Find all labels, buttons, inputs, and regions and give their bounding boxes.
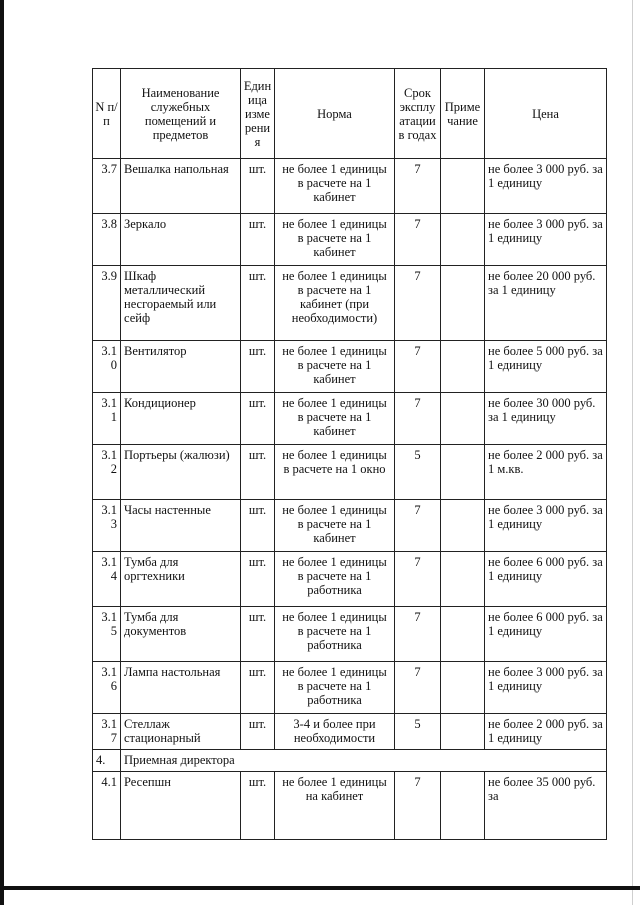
table-row	[93, 445, 607, 500]
header-num: N п/п	[93, 69, 121, 159]
row-term: 7	[395, 266, 441, 341]
row-name: Тумба для оргтехники	[121, 552, 241, 607]
row-name: Вешалка напольная	[121, 159, 241, 214]
row-note	[441, 341, 485, 393]
table-row	[93, 266, 607, 341]
row-norm: не более 1 единицы в расчете на 1 работника	[275, 662, 395, 714]
header-note: Примечание	[441, 69, 485, 159]
row-note	[441, 662, 485, 714]
row-term: 7	[395, 662, 441, 714]
table-row	[93, 214, 607, 266]
row-price: не более 2 000 руб. за 1 м.кв.	[485, 445, 607, 500]
row-num: 3.12	[93, 445, 121, 500]
row-name: Зеркало	[121, 214, 241, 266]
row-unit: шт.	[241, 772, 275, 840]
row-note	[441, 607, 485, 662]
table-row	[93, 714, 607, 750]
scan-left-edge	[0, 0, 4, 905]
row-note	[441, 393, 485, 445]
header-price: Цена	[485, 69, 607, 159]
row-unit: шт.	[241, 159, 275, 214]
row-name: Лампа настольная	[121, 662, 241, 714]
row-price: не более 6 000 руб. за 1 единицу	[485, 607, 607, 662]
row-term: 7	[395, 341, 441, 393]
row-name: Тумба для документов	[121, 607, 241, 662]
row-norm: не более 1 единицы на кабинет	[275, 772, 395, 840]
row-norm: не более 1 единицы в расчете на 1 работника	[275, 552, 395, 607]
table-row	[93, 552, 607, 607]
header-name: Наименование служебных помещений и предметов	[121, 69, 241, 159]
row-note	[441, 159, 485, 214]
row-norm: не более 1 единицы в расчете на 1 кабинет	[275, 500, 395, 552]
row-term: 7	[395, 500, 441, 552]
row-num: 3.10	[93, 341, 121, 393]
header-term: Срок эксплуатации в годах	[395, 69, 441, 159]
row-term: 7	[395, 607, 441, 662]
row-unit: шт.	[241, 445, 275, 500]
row-note	[441, 714, 485, 750]
scan-bottom-edge	[0, 886, 640, 890]
row-norm: не более 1 единицы в расчете на 1 кабинет (при необходимости)	[275, 266, 395, 341]
row-num: 3.14	[93, 552, 121, 607]
row-price: не более 3 000 руб. за 1 единицу	[485, 214, 607, 266]
row-unit: шт.	[241, 266, 275, 341]
row-price: не более 20 000 руб. за 1 единицу	[485, 266, 607, 341]
row-term: 7	[395, 159, 441, 214]
row-norm: не более 1 единицы в расчете на 1 кабинет	[275, 214, 395, 266]
row-unit: шт.	[241, 393, 275, 445]
row-unit: шт.	[241, 662, 275, 714]
row-norm: 3-4 и более при необходимости	[275, 714, 395, 750]
row-name: Вентилятор	[121, 341, 241, 393]
row-norm: не более 1 единицы в расчете на 1 кабинет	[275, 341, 395, 393]
section-num: 4.	[93, 750, 121, 772]
row-note	[441, 772, 485, 840]
row-term: 7	[395, 214, 441, 266]
row-norm: не более 1 единицы в расчете на 1 работника	[275, 607, 395, 662]
row-name: Стеллаж стационарный	[121, 714, 241, 750]
row-price: не более 6 000 руб. за 1 единицу	[485, 552, 607, 607]
row-name: Ресепшн	[121, 772, 241, 840]
row-term: 5	[395, 714, 441, 750]
header-unit: Единица измерения	[241, 69, 275, 159]
row-unit: шт.	[241, 500, 275, 552]
header-norm: Норма	[275, 69, 395, 159]
row-name: Кондиционер	[121, 393, 241, 445]
row-price: не более 5 000 руб. за 1 единицу	[485, 341, 607, 393]
table-row	[93, 607, 607, 662]
row-price: не более 3 000 руб. за 1 единицу	[485, 662, 607, 714]
row-norm: не более 1 единицы в расчете на 1 кабинет	[275, 393, 395, 445]
table-header-row	[93, 69, 607, 159]
row-num: 3.7	[93, 159, 121, 214]
row-note	[441, 445, 485, 500]
row-note	[441, 266, 485, 341]
row-price: не более 3 000 руб. за 1 единицу	[485, 500, 607, 552]
row-num: 3.13	[93, 500, 121, 552]
table-row	[93, 341, 607, 393]
row-price: не более 3 000 руб. за 1 единицу	[485, 159, 607, 214]
table-row	[93, 662, 607, 714]
table-row	[93, 500, 607, 552]
table-body	[93, 159, 607, 840]
row-term: 7	[395, 552, 441, 607]
row-price: не более 2 000 руб. за 1 единицу	[485, 714, 607, 750]
section-title: Приемная директора	[121, 750, 607, 772]
row-norm: не более 1 единицы в расчете на 1 окно	[275, 445, 395, 500]
table-row	[93, 772, 607, 840]
row-num: 3.16	[93, 662, 121, 714]
table-row	[93, 393, 607, 445]
row-name: Часы настенные	[121, 500, 241, 552]
row-num: 3.17	[93, 714, 121, 750]
row-num: 3.9	[93, 266, 121, 341]
row-price: не более 35 000 руб. за	[485, 772, 607, 840]
row-note	[441, 214, 485, 266]
row-num: 4.1	[93, 772, 121, 840]
row-unit: шт.	[241, 341, 275, 393]
row-term: 5	[395, 445, 441, 500]
row-note	[441, 500, 485, 552]
row-term: 7	[395, 393, 441, 445]
scan-right-edge	[632, 0, 633, 905]
row-note	[441, 552, 485, 607]
row-unit: шт.	[241, 552, 275, 607]
row-unit: шт.	[241, 714, 275, 750]
row-price: не более 30 000 руб. за 1 единицу	[485, 393, 607, 445]
row-unit: шт.	[241, 607, 275, 662]
row-norm: не более 1 единицы в расчете на 1 кабинет	[275, 159, 395, 214]
row-num: 3.15	[93, 607, 121, 662]
row-num: 3.11	[93, 393, 121, 445]
row-name: Шкаф металлический несгораемый или сейф	[121, 266, 241, 341]
furniture-norms-table	[92, 68, 607, 840]
row-num: 3.8	[93, 214, 121, 266]
row-term: 7	[395, 772, 441, 840]
row-unit: шт.	[241, 214, 275, 266]
row-name: Портьеры (жалюзи)	[121, 445, 241, 500]
section-row	[93, 750, 607, 772]
table-row	[93, 159, 607, 214]
